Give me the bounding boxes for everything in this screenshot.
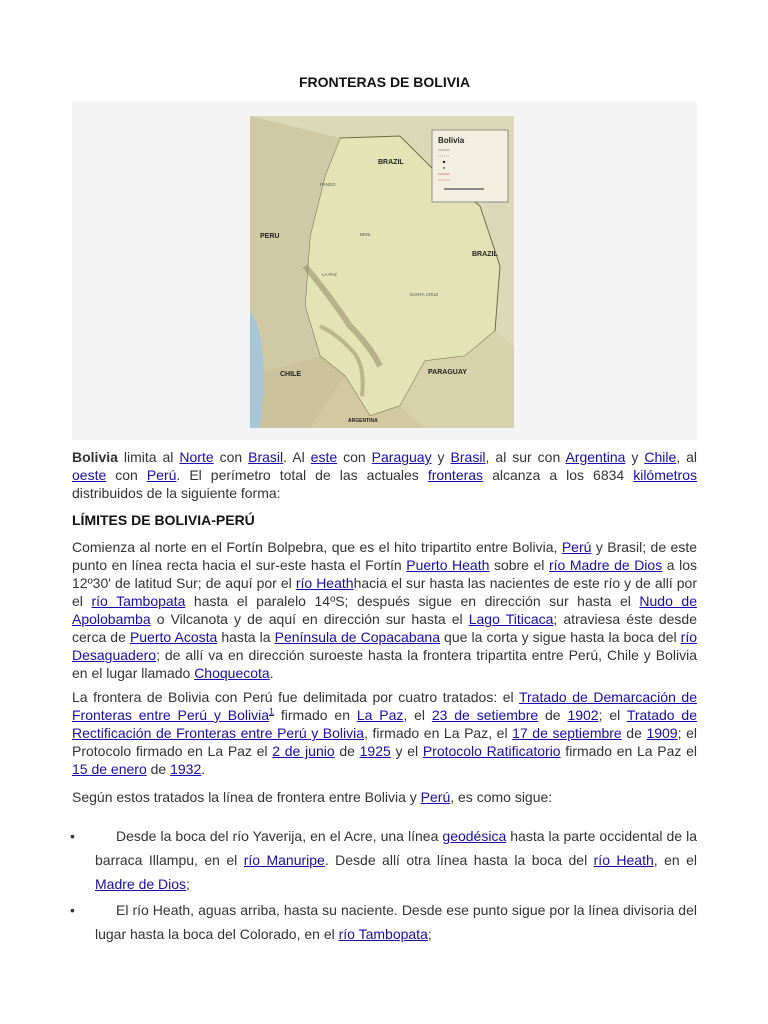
bullet-icon: • — [70, 828, 75, 844]
paragraph-intro-list — [72, 788, 697, 806]
map-label-brazil-east: BRAZIL — [472, 251, 498, 258]
link-oeste[interactable]: oeste — [72, 467, 107, 483]
text: con — [106, 467, 147, 483]
link-puerto-heath[interactable]: Puerto Heath — [406, 557, 490, 573]
text: y — [431, 449, 451, 465]
link-choquecota[interactable]: Choquecota — [194, 665, 270, 681]
list-item — [72, 898, 697, 946]
map-label-chile: CHILE — [280, 371, 301, 378]
link-norte[interactable]: Norte — [179, 449, 214, 465]
map-label-pando: PANDO — [320, 182, 336, 187]
text: ; el Protocolo firmado en La Paz el — [72, 725, 697, 759]
text: , al sur con — [485, 449, 566, 465]
map-label-santa-cruz: SANTA CRUZ — [410, 292, 439, 297]
link-lago-titicaca[interactable]: Lago Titicaca — [468, 611, 554, 627]
document-title: FRONTERAS DE BOLIVIA — [298, 74, 471, 90]
link-tratado-rectificacion[interactable]: Tratado de Rectificación de Fronteras entre Perú y Bolivia — [72, 707, 697, 741]
text: limita al — [117, 449, 180, 465]
footnote-link[interactable]: 1 — [269, 706, 275, 717]
text: y Brasil; de este punto en línea recta hacia el sur-este hasta el Fortín — [72, 539, 697, 573]
text: hasta el paralelo 14ºS; después sigue en dirección sur hasta el — [185, 593, 640, 609]
text: . El perímetro total de las actuales — [176, 467, 428, 483]
text: El río Heath, aguas arriba, hasta su naciente. Desde ese punto sigue por la línea divisoria del lugar hasta la boca del Colorado, en el — [95, 902, 697, 942]
border-list — [72, 824, 697, 948]
link-puerto-acosta[interactable]: Puerto Acosta — [129, 629, 218, 645]
text: . — [269, 665, 274, 681]
text: , es como sigue: — [450, 789, 553, 805]
link-rio-tambopata[interactable]: río Tambopata — [338, 926, 428, 942]
link-brasil[interactable]: Brasil — [248, 449, 284, 465]
text: que la corta y sigue hasta la boca del — [440, 629, 681, 645]
link-brasil-2[interactable]: Brasil — [450, 449, 486, 465]
text: y — [625, 449, 645, 465]
text: de — [538, 707, 568, 723]
link-1932[interactable]: 1932 — [170, 761, 202, 777]
link-peru[interactable]: Perú — [420, 789, 451, 805]
link-protocolo-ratificatorio[interactable]: Protocolo Ratificatorio — [422, 743, 561, 759]
link-geodesica[interactable]: geodésica — [442, 828, 507, 844]
link-rio-desaguadero[interactable]: río Desaguadero — [72, 629, 697, 663]
text: ; atraviesa éste desde cerca de — [72, 611, 697, 645]
text: , al — [676, 449, 698, 465]
map-label-beni: BENI — [360, 232, 371, 237]
list-item — [72, 824, 697, 896]
link-peninsula-de-copacabana[interactable]: Península de Copacabana — [274, 629, 440, 645]
link-madre-de-dios[interactable]: Madre de Dios — [95, 876, 187, 892]
text: ; — [427, 926, 432, 942]
bolivia-map-image — [250, 116, 514, 428]
text: , firmado en La Paz, el — [364, 725, 513, 741]
text: . Al — [283, 449, 311, 465]
link-1909[interactable]: 1909 — [646, 725, 678, 741]
link-rio-madre-de-dios[interactable]: río Madre de Dios — [548, 557, 663, 573]
link-tratado-demarcacion[interactable]: Tratado de Demarcación de Fronteras entre Perú y Bolivia — [72, 689, 697, 723]
text: firmado en La Paz el — [560, 743, 697, 759]
link-rio-tambopata[interactable]: río Tambopata — [91, 593, 186, 609]
link-kilometros[interactable]: kilómetros — [633, 467, 697, 483]
text: o Vilcanota y de aquí en dirección sur hasta el — [150, 611, 469, 627]
text: La frontera de Bolivia con Perú fue delimitada por cuatro tratados: el — [72, 689, 519, 705]
link-peru[interactable]: Perú — [561, 539, 592, 555]
bolivia-bold: Bolivia — [72, 449, 118, 465]
bullet-icon: • — [70, 902, 75, 918]
text: alcanza a los 6834 — [483, 467, 634, 483]
map-label-brazil-north: BRAZIL — [378, 159, 404, 166]
text: hasta la parte occidental de la barraca Illampu, en el — [95, 828, 698, 868]
map-figure — [72, 102, 697, 440]
link-argentina[interactable]: Argentina — [565, 449, 626, 465]
text: Desde la boca del río Yaverija, en el Acre, una línea — [116, 828, 443, 844]
text: sobre el — [489, 557, 549, 573]
link-peru[interactable]: Perú — [146, 467, 177, 483]
section-heading: LÍMITES DE BOLIVIA-PERÚ — [72, 512, 255, 528]
text: ; — [186, 876, 190, 892]
text: de — [334, 743, 360, 759]
text: hasta la — [217, 629, 275, 645]
text: con — [337, 449, 372, 465]
link-rio-heath[interactable]: río Heath — [593, 852, 654, 868]
text: con — [213, 449, 249, 465]
map-label-paraguay: PARAGUAY — [428, 369, 467, 376]
text: de — [621, 725, 647, 741]
link-fronteras[interactable]: fronteras — [427, 467, 484, 483]
text: ; el — [598, 707, 627, 723]
paragraph-limits — [72, 538, 697, 682]
text: . — [201, 761, 206, 777]
link-este[interactable]: este — [310, 449, 338, 465]
link-15-de-enero[interactable]: 15 de enero — [72, 761, 147, 777]
text: firmado en — [274, 707, 357, 723]
text: Según estos tratados la línea de frontera entre Bolivia y — [72, 789, 421, 805]
text: distribuidos de la siguiente forma: — [72, 485, 281, 501]
link-23-de-setiembre[interactable]: 23 de setiembre — [431, 707, 539, 723]
link-1902[interactable]: 1902 — [567, 707, 599, 723]
text: de — [146, 761, 171, 777]
link-2-de-junio[interactable]: 2 de junio — [272, 743, 335, 759]
link-1925[interactable]: 1925 — [359, 743, 391, 759]
text: . Desde allí otra línea hasta la boca del — [324, 852, 594, 868]
text: hacia el sur hasta las nacientes de este río y de allí por el — [72, 575, 698, 609]
text: , en el — [653, 852, 698, 868]
map-label-la-paz: LA PAZ — [322, 272, 337, 277]
link-nudo-de-apolobamba[interactable]: Nudo de Apolobamba — [72, 593, 697, 627]
link-rio-manuripe[interactable]: río Manuripe — [243, 852, 325, 868]
text: a los 12º30' de latitud Sur; de aquí por el — [72, 557, 697, 591]
link-chile[interactable]: Chile — [644, 449, 677, 465]
text: Comienza al norte en el Fortín Bolpebra, que es el hito tripartito entre Bolivia, — [72, 539, 562, 555]
paragraph-treaties — [72, 688, 697, 778]
link-17-de-septiembre[interactable]: 17 de septiembre — [512, 725, 622, 741]
link-la-paz[interactable]: La Paz — [356, 707, 404, 723]
map-label-argentina: ARGENTINA — [348, 418, 378, 424]
intro-paragraph — [72, 448, 697, 502]
map-legend-title: Bolivia — [438, 136, 465, 145]
link-rio-heath[interactable]: río Heath — [295, 575, 354, 591]
map-label-peru: PERU — [260, 233, 280, 240]
text: y el — [390, 743, 423, 759]
text: , el — [403, 707, 432, 723]
text: ; de allí va en dirección suroeste hasta la frontera tripartita entre Perú, Chile y Bolivia en el lugar llamado — [72, 647, 697, 681]
link-paraguay[interactable]: Paraguay — [371, 449, 432, 465]
